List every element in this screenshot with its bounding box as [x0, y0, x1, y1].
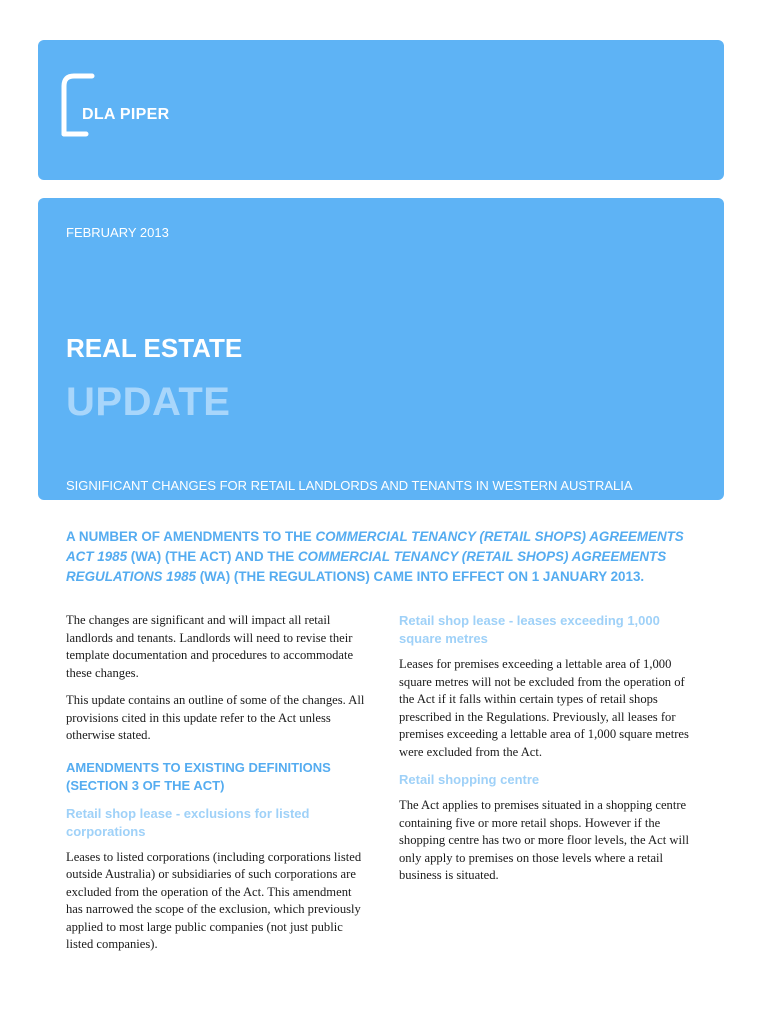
subtitle: SIGNIFICANT CHANGES FOR RETAIL LANDLORDS AND TENANTS IN WESTERN AUSTRALIA: [66, 478, 633, 493]
paragraph: Leases for premises exceeding a lettable area of 1,000 square metres will not be excluded from the operation of the Act if it falls within certain types of retail shops prescribed in the Regulations. Previously, all leases for premises exceeding a lettable area of 1,000 square metres were excluded from the Act.: [399, 657, 689, 759]
issue-date: FEBRUARY 2013: [66, 225, 169, 240]
dla-piper-logo-icon: [60, 72, 210, 138]
sub-heading: Retail shop lease - leases exceeding 1,000 square metres: [399, 613, 660, 646]
intro-text: (WA) (THE ACT) AND THE: [127, 549, 298, 564]
section-heading: AMENDMENTS TO EXISTING DEFINITIONS (SECTION 3 OF THE ACT): [66, 759, 331, 793]
title-line-1: REAL ESTATE: [66, 333, 243, 363]
intro-paragraph: [66, 527, 686, 587]
paragraph: The changes are significant and will impact all retail landlords and tenants. Landlords will need to revise their template documentation and procedures to accommodate these changes.: [66, 613, 354, 680]
paragraph: Leases to listed corporations (including corporations listed outside Australia) or subsidiaries of such corporations are excluded from the operation of the Act. This amendment has narrowed the scope of the exclusion, which previously applied to most large public companies (not just public listed companies).: [66, 849, 362, 951]
right-column: [399, 612, 699, 895]
intro-text: A NUMBER OF AMENDMENTS TO THE: [66, 529, 316, 544]
paragraph: The Act applies to premises situated in a shopping centre containing five or more retail shops. However if the shopping centre has two or more floor levels, the Act will only apply to premises on those levels where a retail business is situated.: [399, 798, 689, 882]
paragraph: This update contains an outline of some of the changes. All provisions cited in this update refer to the Act unless otherwise stated.: [66, 693, 365, 742]
left-column: [66, 612, 366, 964]
sub-heading: Retail shop lease - exclusions for listed corporations: [66, 805, 310, 839]
logo-text: DLA PIPER: [82, 106, 170, 123]
sub-heading: Retail shopping centre: [399, 772, 540, 787]
act-name: COMMERCIAL TENANCY (RETAIL SHOPS) AGREEMENTS ACT 1985: [66, 529, 684, 564]
title-line-2: UPDATE: [66, 380, 231, 424]
intro-text: (WA) (THE REGULATIONS) CAME INTO EFFECT ON 1 JANUARY 2013.: [195, 569, 645, 584]
regulations-name: COMMERCIAL TENANCY (RETAIL SHOPS) AGREEMENTS REGULATIONS 1985: [66, 549, 667, 584]
